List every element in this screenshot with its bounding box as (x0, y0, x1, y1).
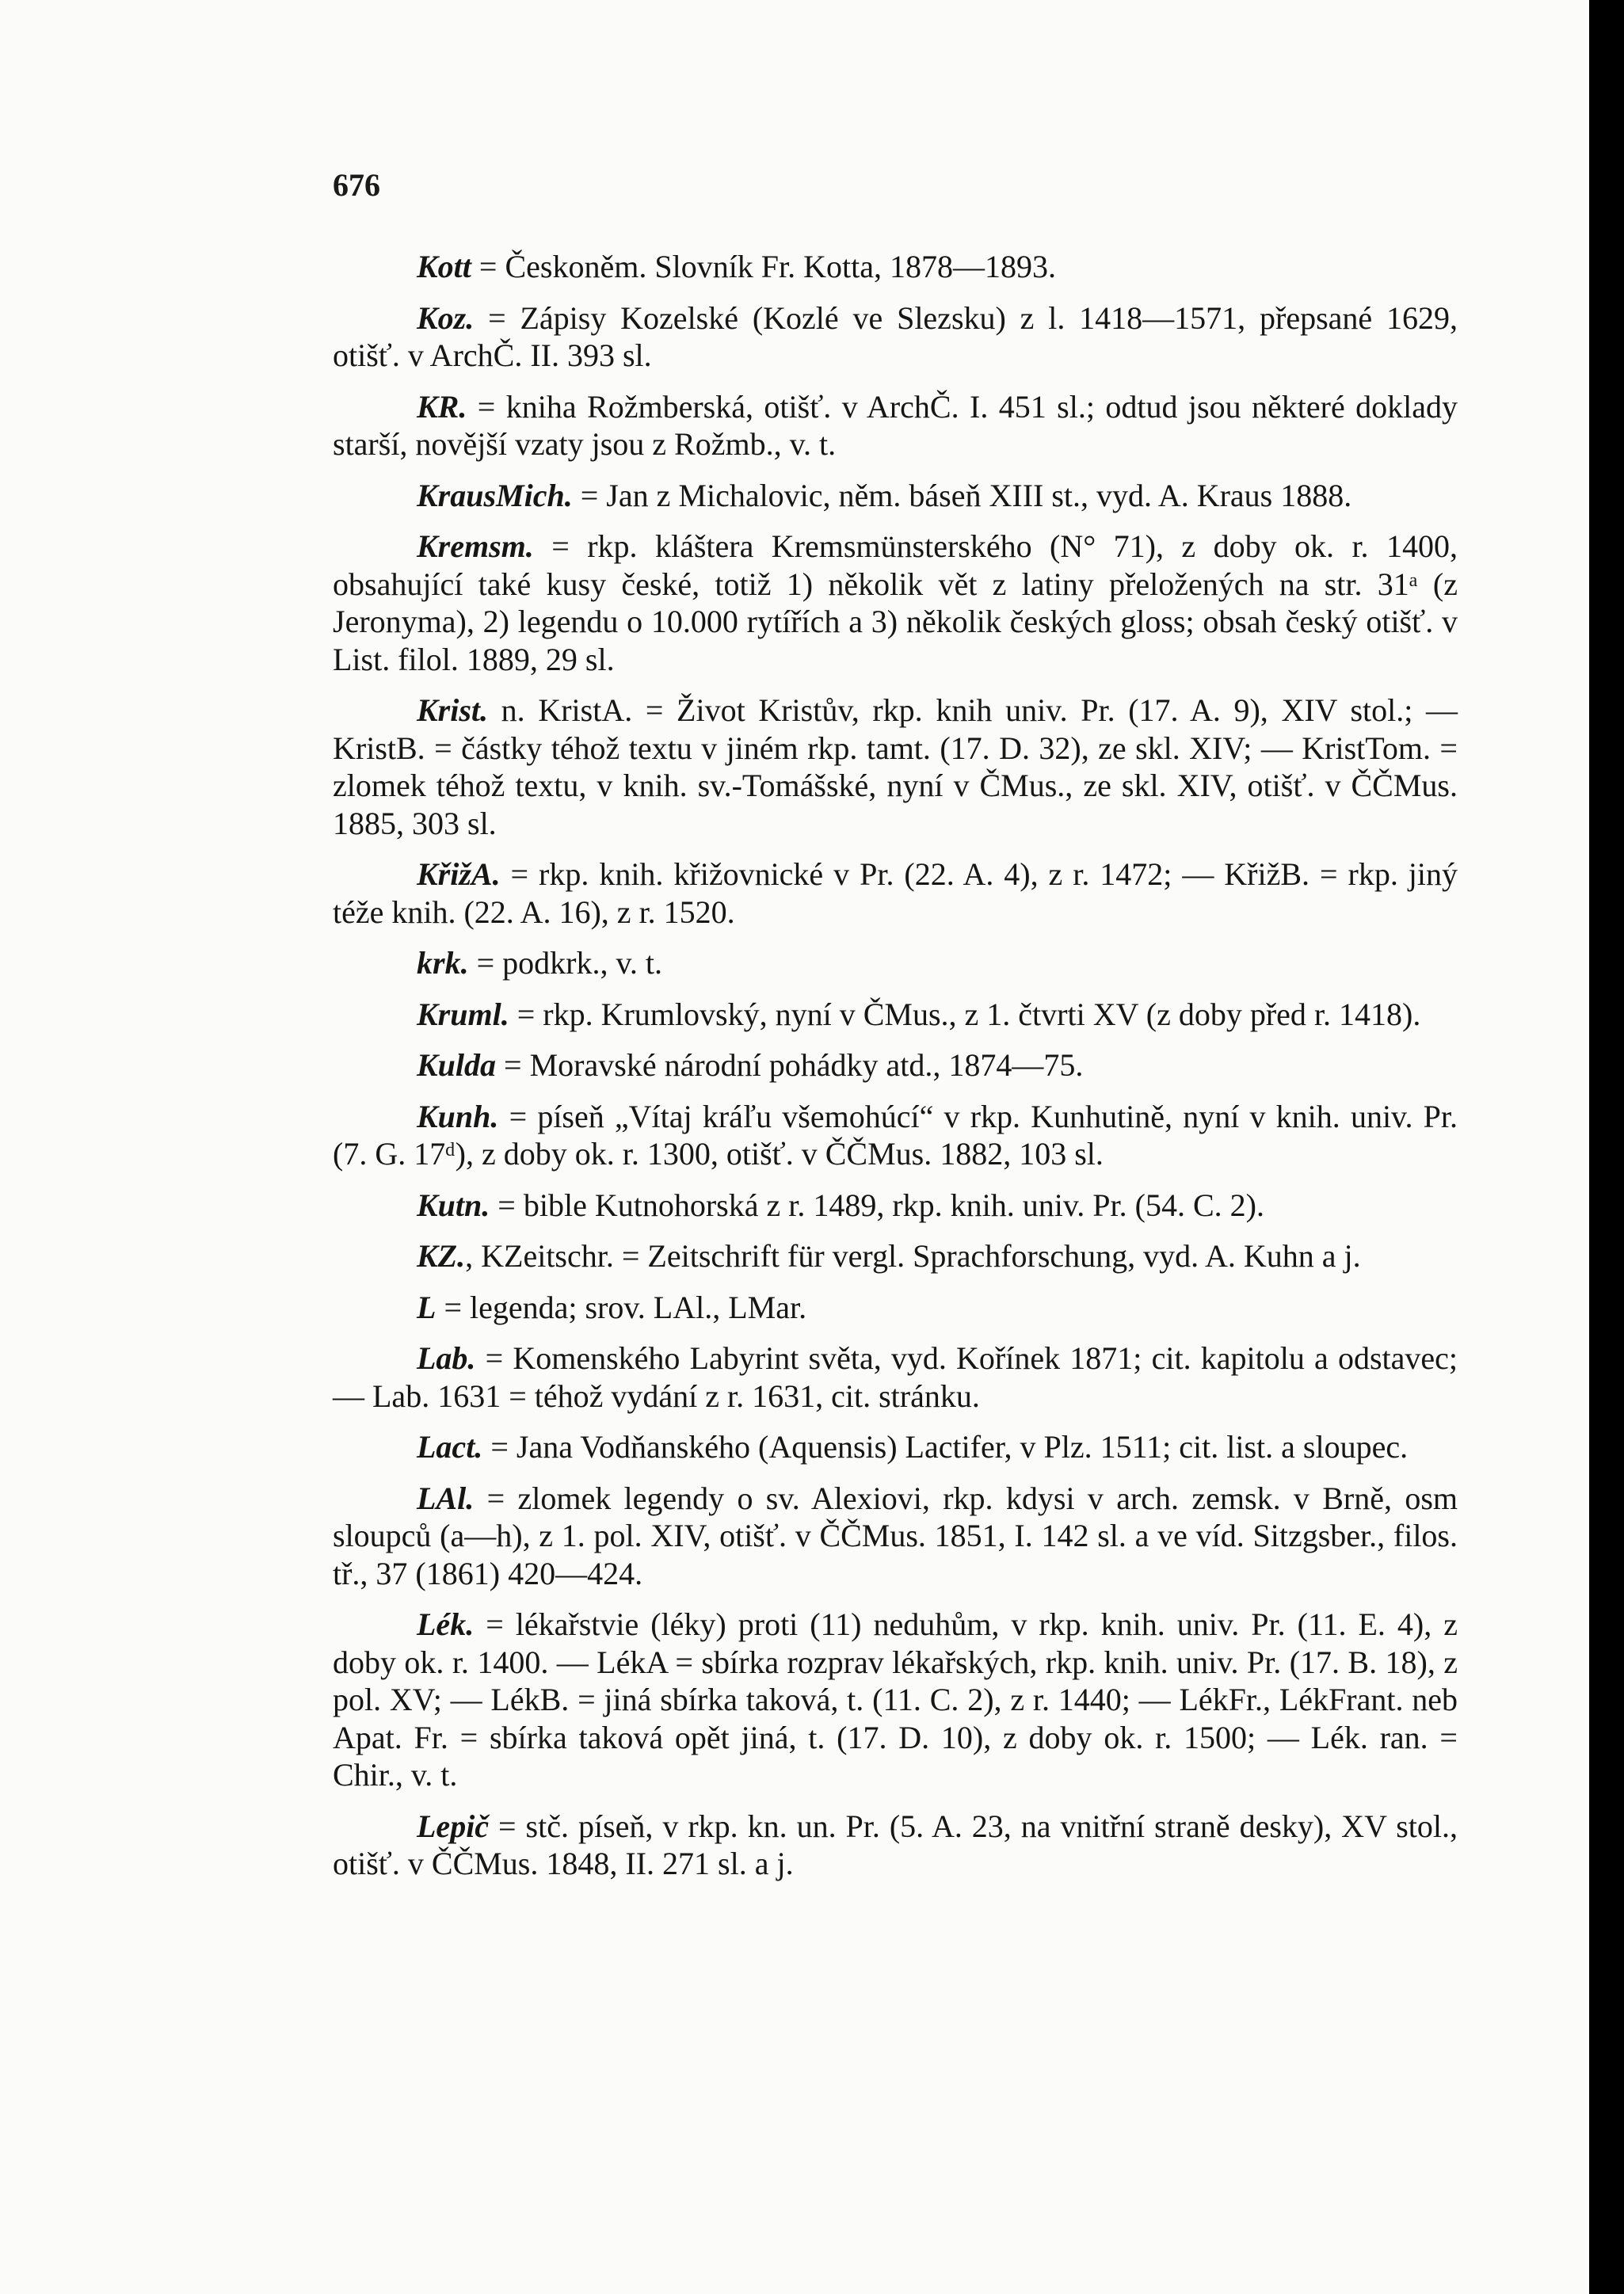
abbreviation-definition: = rkp. knih. křižovnické v Pr. (22. A. 4), z r. 1472; — KřižB. = rkp. jiný téže knih. (22. A. 16), z r. 1520. (333, 856, 1458, 930)
abbreviation-term: Lék. (417, 1606, 475, 1642)
abbreviation-entry (333, 944, 1458, 982)
abbreviation-term: Kutn. (417, 1187, 490, 1223)
abbreviation-entry (333, 1339, 1458, 1415)
abbreviation-term: Kruml. (417, 996, 509, 1032)
abbreviation-entry (333, 692, 1458, 842)
abbreviation-term: KrausMich. (417, 477, 573, 513)
abbreviation-term: KZ. (417, 1238, 466, 1274)
abbreviation-term: KřižA. (417, 856, 501, 892)
abbreviation-entry (333, 1428, 1458, 1466)
abbreviation-entry (333, 528, 1458, 678)
abbreviation-term: krk. (417, 945, 469, 981)
abbreviation-term: Krist. (417, 692, 489, 728)
abbreviation-entry (333, 1289, 1458, 1327)
abbreviation-term: Koz. (417, 299, 475, 336)
abbreviation-definition: = Jana Vodňanského (Aquensis) Lactifer, v Plz. 1511; cit. list. a sloupec. (482, 1429, 1409, 1465)
abbreviation-entry (333, 1606, 1458, 1794)
abbreviation-entry (333, 388, 1458, 463)
abbreviation-definition: = Moravské národní pohádky atd., 1874—75. (496, 1047, 1084, 1083)
abbreviation-entry (333, 1187, 1458, 1225)
abbreviation-definition: = podkrk., v. t. (468, 945, 662, 981)
abbreviation-term: KR. (417, 388, 467, 425)
abbreviation-definition: = Jan z Michalovic, něm. báseň XIII st., vyd. A. Kraus 1888. (572, 477, 1352, 513)
abbreviation-term: Kulda (417, 1047, 497, 1083)
abbreviation-definition: = Komenského Labyrint světa, vyd. Kořínek 1871; cit. kapitolu a odstavec; — Lab. 1631 = téhož vydání z r. 1631, cit. stránku. (333, 1340, 1458, 1414)
abbreviation-entry (333, 1098, 1458, 1173)
abbreviation-entry (333, 248, 1458, 286)
abbreviation-entry (333, 855, 1458, 931)
abbreviation-definition: = rkp. Krumlovský, nyní v ČMus., z 1. čtvrti XV (z doby před r. 1418). (509, 996, 1421, 1032)
abbreviation-entry (333, 1808, 1458, 1883)
abbreviation-definition: = rkp. kláštera Kremsmünsterského (N° 71), z doby ok. r. 1400, obsahující také kusy české, totiž 1) několik vět z latiny přeložených na str. 31ᵃ (z Jeronyma), 2) legendu o 10.000 rytířích a 3) několik českých gloss; obsah český otišť. v List. filol. 1889, 29 sl. (333, 528, 1458, 677)
abbreviation-entry (333, 1046, 1458, 1084)
abbreviation-entry (333, 996, 1458, 1034)
abbreviation-entry (333, 1480, 1458, 1593)
abbreviation-term: Lab. (417, 1340, 476, 1376)
abbreviation-entry (333, 1237, 1458, 1275)
abbreviation-term: Kott (417, 249, 471, 284)
abbreviation-term: Kremsm. (417, 528, 534, 564)
abbreviation-definition: = stč. píseň, v rkp. kn. un. Pr. (5. A. 23, na vnitřní straně desky), XV stol., otišť. v ČČMus. 1848, II. 271 sl. a j. (333, 1808, 1458, 1881)
page-number: 676 (333, 167, 380, 203)
dictionary-abbreviation-list (333, 248, 1458, 1896)
abbreviation-definition: = kniha Rožmberská, otišť. v ArchČ. I. 451 sl.; odtud jsou některé doklady starší, novější vzaty jsou z Rožmb., v. t. (333, 388, 1458, 462)
abbreviation-definition: = zlomek legendy o sv. Alexiovi, rkp. kdysi v arch. zemsk. v Brně, osm sloupců (a—h), z 1. pol. XIV, otišť. v ČČMus. 1851, I. 142 sl. a ve víd. Sitzgsber., filos. tř., 37 (1861) 420—424. (333, 1480, 1458, 1591)
abbreviation-definition: = lékařstvie (léky) proti (11) neduhům, v rkp. knih. univ. Pr. (11. E. 4), z doby ok. r. 1400. — LékA = sbírka rozprav lékařských, rkp. knih. univ. Pr. (17. B. 18), z pol. XV; — LékB. = jiná sbírka taková, t. (11. C. 2), z r. 1440; — LékFr., LékFrant. neb Apat. Fr. = sbírka taková opět jiná, t. (17. D. 10), z doby ok. r. 1500; — Lék. ran. = Chir., v. t. (333, 1606, 1458, 1793)
abbreviation-definition: = Zápisy Kozelské (Kozlé ve Slezsku) z l. 1418—1571, přepsané 1629, otišť. v ArchČ. II. 393 sl. (333, 299, 1458, 373)
abbreviation-definition: n. KristA. = Život Kristův, rkp. knih univ. Pr. (17. A. 9), XIV stol.; — KristB. = částky téhož textu v jiném rkp. tamt. (17. D. 32), ze skl. XIV; — KristTom. = zlomek téhož textu, v knih. sv.-Tomášské, nyní v ČMus., ze skl. XIV, otišť. v ČČMus. 1885, 303 sl. (333, 692, 1458, 841)
abbreviation-definition: , KZeitschr. = Zeitschrift für vergl. Sprachforschung, vyd. A. Kuhn a j. (465, 1238, 1361, 1274)
abbreviation-definition: = bible Kutnohorská z r. 1489, rkp. knih. univ. Pr. (54. C. 2). (490, 1187, 1264, 1223)
abbreviation-definition: = Českoněm. Slovník Fr. Kotta, 1878—1893. (471, 249, 1057, 284)
abbreviation-term: L (417, 1289, 436, 1325)
abbreviation-definition: = legenda; srov. LAl., LMar. (436, 1289, 807, 1325)
abbreviation-definition: = píseň „Vítaj kráľu všemohúcí“ v rkp. Kunhutině, nyní v knih. univ. Pr. (7. G. 17ᵈ), z doby ok. r. 1300, otišť. v ČČMus. 1882, 103 sl. (333, 1098, 1458, 1172)
abbreviation-term: Lepič (417, 1808, 490, 1844)
abbreviation-entry (333, 299, 1458, 375)
abbreviation-term: Lact. (417, 1429, 483, 1465)
abbreviation-entry (333, 477, 1458, 515)
abbreviation-term: Kunh. (417, 1098, 499, 1134)
abbreviation-term: LAl. (417, 1480, 475, 1516)
